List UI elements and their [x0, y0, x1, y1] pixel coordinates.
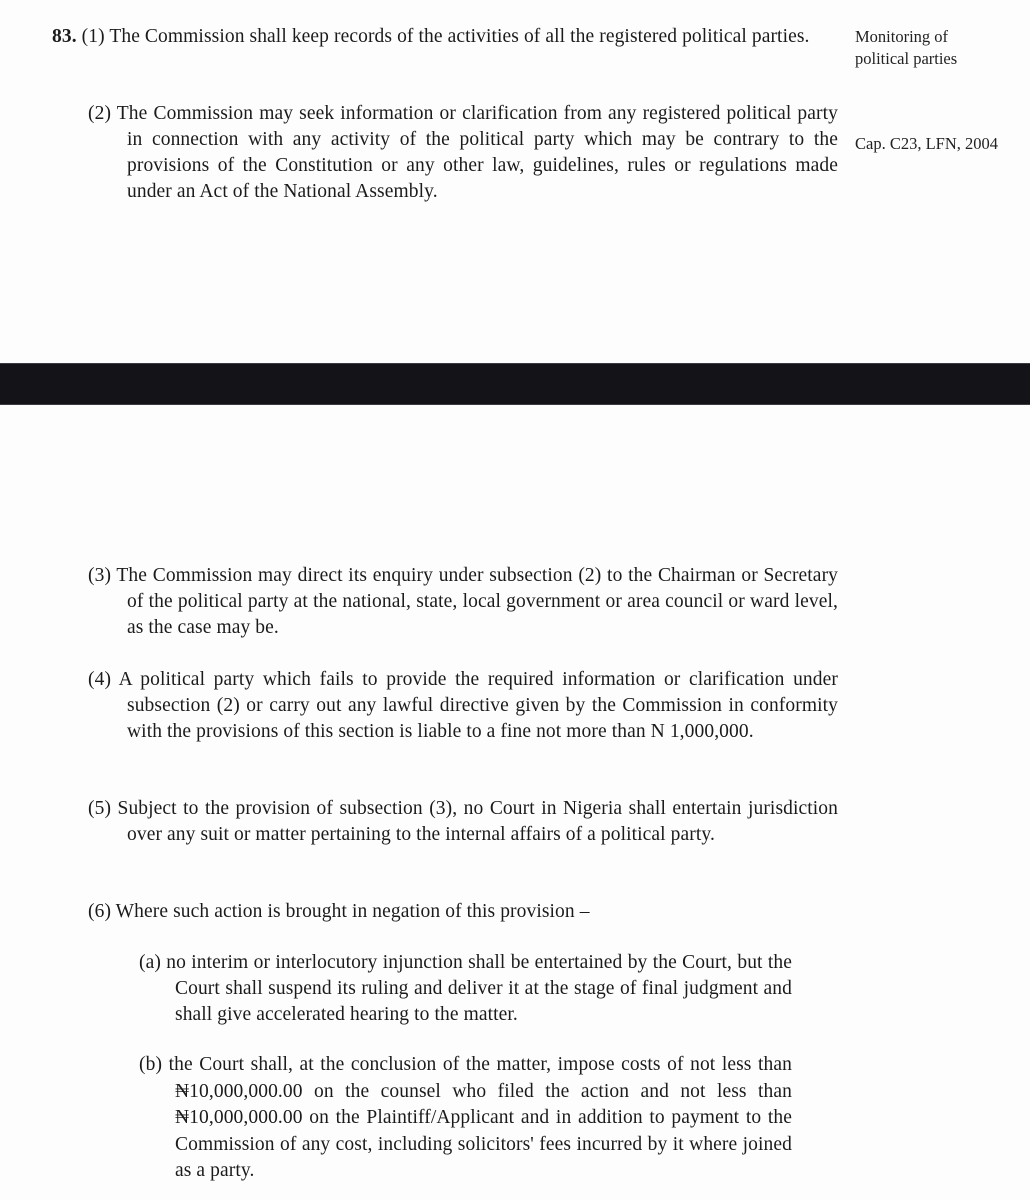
section-number: 83.: [52, 26, 77, 47]
subsection-text: The Commission may direct its enquiry under subsection (2) to the Chairman or Secretary of the political party at the national, state, local government or area council or ward level, as the case may be.: [116, 565, 839, 638]
subsection-text: The Commission may seek information or clarification from any registered political party in connection with any activity of the political party which may be contrary to the provisions of the Constitution or any other law, guidelines, rules or regulations made under an Act of the National Assembly.: [116, 103, 838, 202]
subsection-label: (5): [88, 798, 112, 819]
paragraph-83-1: [52, 24, 838, 50]
margin-note-cap-c23: Cap. C23, LFN, 2004: [855, 134, 999, 153]
subsection-label: (1): [81, 26, 105, 47]
paragraph-83-6-b: [139, 1052, 792, 1185]
paragraph-83-3: [88, 563, 838, 641]
subsection-text: Where such action is brought in negation of this provision –: [115, 901, 590, 922]
item-label: (a): [139, 952, 161, 973]
margin-note-monitoring: Monitoring of political parties: [855, 27, 958, 68]
redaction-bar: [0, 363, 1030, 405]
paragraph-83-6-a: [139, 950, 792, 1028]
subsection-label: (4): [88, 669, 112, 690]
subsection-text: A political party which fails to provide the required information or clarification under subsection (2) or carry out any lawful directive given by the Commission in conformity with the provisions of this section is liable to a fine not more than N 1,000,000.: [118, 669, 838, 742]
paragraph-83-4: [88, 667, 838, 745]
paragraph-83-2: [88, 101, 838, 205]
paragraph-83-5: [88, 796, 838, 848]
subsection-label: (6): [88, 901, 112, 922]
subsection-text: The Commission shall keep records of the activities of all the registered political parties.: [109, 26, 810, 47]
paragraph-83-6: [88, 899, 838, 925]
subsection-text: Subject to the provision of subsection (3), no Court in Nigeria shall entertain jurisdiction over any suit or matter pertaining to the internal affairs of a political party.: [117, 798, 838, 845]
item-text: no interim or interlocutory injunction shall be entertained by the Court, but the Court shall suspend its ruling and deliver it at the stage of final judgment and shall give accelerated hearing to the matter.: [166, 952, 792, 1025]
item-label: (b): [139, 1054, 163, 1075]
subsection-label: (3): [88, 565, 112, 586]
item-text: the Court shall, at the conclusion of the matter, impose costs of not less than ₦10,000,000.00 on the counsel who filed the action and not less than ₦10,000,000.00 on the Plaintiff/Applicant and in addition to payment to the Commission of any cost, including solicitors' fees incurred by it where joined as a party.: [168, 1054, 792, 1181]
subsection-label: (2): [88, 103, 112, 124]
